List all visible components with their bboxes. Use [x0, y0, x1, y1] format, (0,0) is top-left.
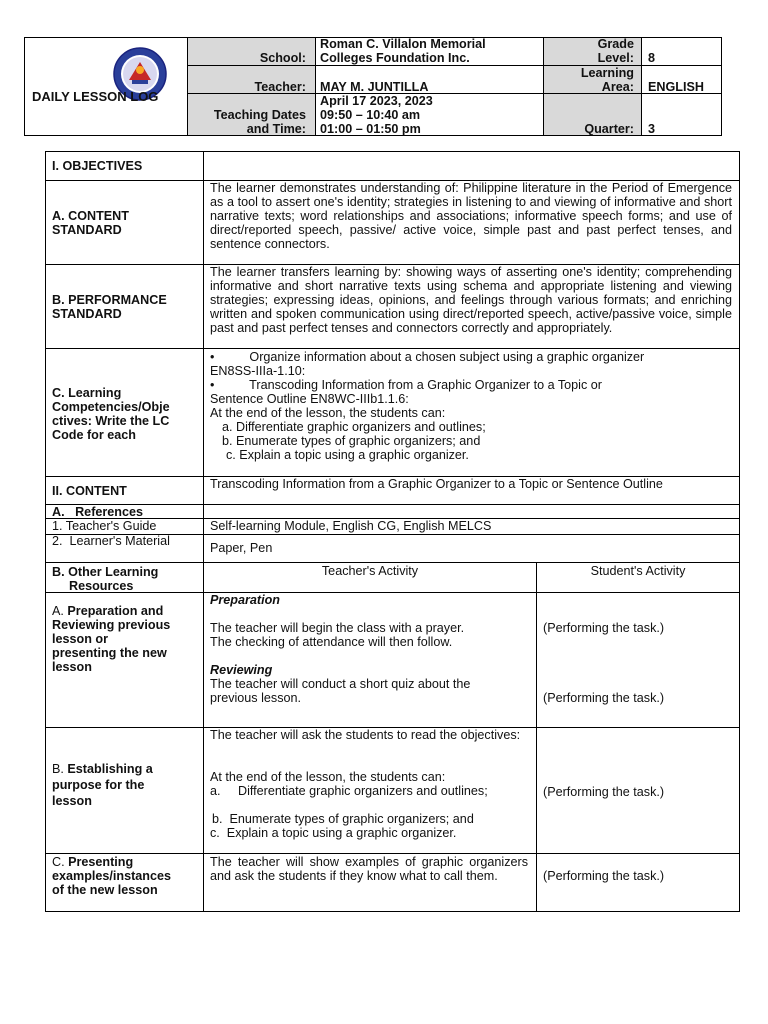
other-resources-label-2: Resources — [69, 579, 134, 593]
grade-label-1: Grade — [597, 37, 634, 51]
competencies-label-2: Competencies/Obje — [52, 400, 170, 414]
procedure-c-text: The teacher will show examples of graphic organizers and ask the students if they know what to call them. — [210, 855, 528, 883]
dates-line1: April 17 2023, 2023 — [320, 94, 433, 108]
reviewing-line1: The teacher will conduct a short quiz about the — [210, 677, 471, 691]
procedure-b-item-b: b. Enumerate types of graphic organizers; and — [212, 812, 474, 826]
competency-bullet-2a: • Transcoding Information from a Graphic Organizer to a Topic or — [210, 378, 602, 392]
student-activity-a1: (Performing the task.) — [543, 621, 665, 635]
competency-a: a. Differentiate graphic organizers and outlines; — [222, 420, 486, 434]
procedure-b-label-1: Establishing a — [67, 762, 153, 776]
performance-standard-label-2: STANDARD — [52, 307, 122, 321]
student-activity-a2: (Performing the task.) — [543, 691, 665, 705]
competency-intro: At the end of the lesson, the students can: — [210, 406, 446, 420]
area-label-2: Area: — [601, 80, 634, 94]
procedure-a-prefix: A. — [52, 604, 64, 618]
competencies-label-4: Code for each — [52, 428, 136, 442]
procedure-b-label-2: purpose for the — [52, 778, 145, 792]
student-activity-c: (Performing the task.) — [543, 869, 665, 883]
performance-standard-label-1: B. PERFORMANCE — [52, 293, 167, 307]
teacher-activity-header: Teacher's Activity — [321, 564, 419, 578]
teachers-guide-value: Self-learning Module, English CG, English MELCS — [210, 519, 492, 533]
content-standard-label-2: STANDARD — [52, 223, 122, 237]
school-name-line2: Colleges Foundation Inc. — [320, 51, 470, 65]
learners-material-label: 2. Learner's Material — [52, 534, 170, 548]
quarter-value: 3 — [648, 122, 656, 136]
reviewing-line2: previous lesson. — [210, 691, 302, 705]
procedure-c-label — [52, 855, 133, 869]
teacher-label: Teacher: — [254, 80, 306, 94]
teacher-value: MAY M. JUNTILLA — [320, 80, 429, 94]
learners-material-value: Paper, Pen — [210, 541, 273, 555]
procedure-c-prefix: C. — [52, 855, 65, 869]
performance-standard-text: The learner transfers learning by: showing ways of asserting one's identity; comprehending informative and short narrative texts using schema and appropriate listening and viewing strategies; expressing ideas, opinions, and feelings through various formats; and enriching written and spoken communication using direct/reported speech, active/passive voice, simple past and past perfect tenses and connectors correctly and appropriately. — [210, 265, 732, 335]
preparation-heading: Preparation — [210, 593, 280, 607]
dates-label-1: Teaching Dates — [213, 108, 306, 122]
school-name-line1: Roman C. Villalon Memorial — [320, 37, 486, 51]
student-activity-b: (Performing the task.) — [543, 785, 665, 799]
competency-bullet-1b: EN8SS-IIIa-1.10: — [210, 364, 306, 378]
preparation-line1: The teacher will begin the class with a prayer. — [210, 621, 465, 635]
procedure-b-label — [52, 762, 153, 776]
student-activity-header: Student's Activity — [590, 564, 686, 578]
content-standard-text: The learner demonstrates understanding of: Philippine literature in the Period of Emergence as a tool to assert one's identity; strategies in listening to and viewing of informative and short narrative texts; word relationships and associations; informative speech forms; and use of direct/reported speech, passive/ active voice, simple past and past perfect tenses, and sentence connectors. — [210, 181, 732, 251]
grade-value: 8 — [648, 51, 656, 65]
competency-bullet-2b: Sentence Outline EN8WC-IIIb1.1.6: — [210, 392, 409, 406]
procedure-a-label — [52, 604, 163, 618]
competency-c: c. Explain a topic using a graphic organizer. — [226, 448, 469, 462]
content-standard-label-1: A. CONTENT — [52, 209, 129, 223]
grade-label-2: Level: — [597, 51, 634, 65]
teachers-guide-label: 1. Teacher's Guide — [52, 519, 157, 533]
content-text: Transcoding Information from a Graphic Organizer to a Topic or Sentence Outline — [210, 477, 663, 491]
procedure-b-label-3: lesson — [52, 794, 92, 808]
content-heading: II. CONTENT — [52, 484, 127, 498]
area-label-1: Learning — [580, 66, 634, 80]
procedure-a-label-4: presenting the new — [52, 646, 167, 660]
procedure-a-label-2: Reviewing previous — [52, 618, 171, 632]
reviewing-heading: Reviewing — [210, 663, 273, 677]
competency-bullet-1a: • Organize information about a chosen subject using a graphic organizer — [210, 350, 645, 364]
school-label: School: — [259, 51, 306, 65]
procedure-c-label-1: Presenting — [68, 855, 134, 869]
dates-line3: 01:00 – 01:50 pm — [320, 122, 421, 136]
competencies-label-3: ctives: Write the LC — [52, 414, 170, 428]
competencies-label-1: C. Learning — [52, 386, 122, 400]
document-title: DAILY LESSON LOG — [32, 89, 159, 104]
objectives-heading: I. OBJECTIVES — [52, 159, 143, 173]
procedure-a-label-3: lesson or — [52, 632, 108, 646]
area-value: ENGLISH — [648, 80, 704, 94]
procedure-b-objectives-intro: At the end of the lesson, the students can: — [210, 770, 446, 784]
procedure-a-label-1: Preparation and — [67, 604, 164, 618]
competency-b: b. Enumerate types of graphic organizers; and — [222, 434, 481, 448]
procedure-c-label-2: examples/instances — [52, 869, 172, 883]
dates-label-2: and Time: — [246, 122, 306, 136]
other-resources-label-1: B. Other Learning — [52, 565, 159, 579]
procedure-a-label-5: lesson — [52, 660, 92, 674]
quarter-label: Quarter: — [584, 122, 634, 136]
procedure-b-item-a: a. Differentiate graphic organizers and outlines; — [210, 784, 488, 798]
procedure-b-prefix: B. — [52, 762, 64, 776]
procedure-c-label-3: of the new lesson — [52, 883, 158, 897]
dates-line2: 09:50 – 10:40 am — [320, 108, 421, 122]
procedure-b-intro-text: The teacher will ask the students to read the objectives: — [210, 728, 521, 742]
preparation-line2: The checking of attendance will then follow. — [210, 635, 453, 649]
procedure-b-item-c: c. Explain a topic using a graphic organizer. — [210, 826, 457, 840]
references-label: A. References — [52, 505, 143, 519]
